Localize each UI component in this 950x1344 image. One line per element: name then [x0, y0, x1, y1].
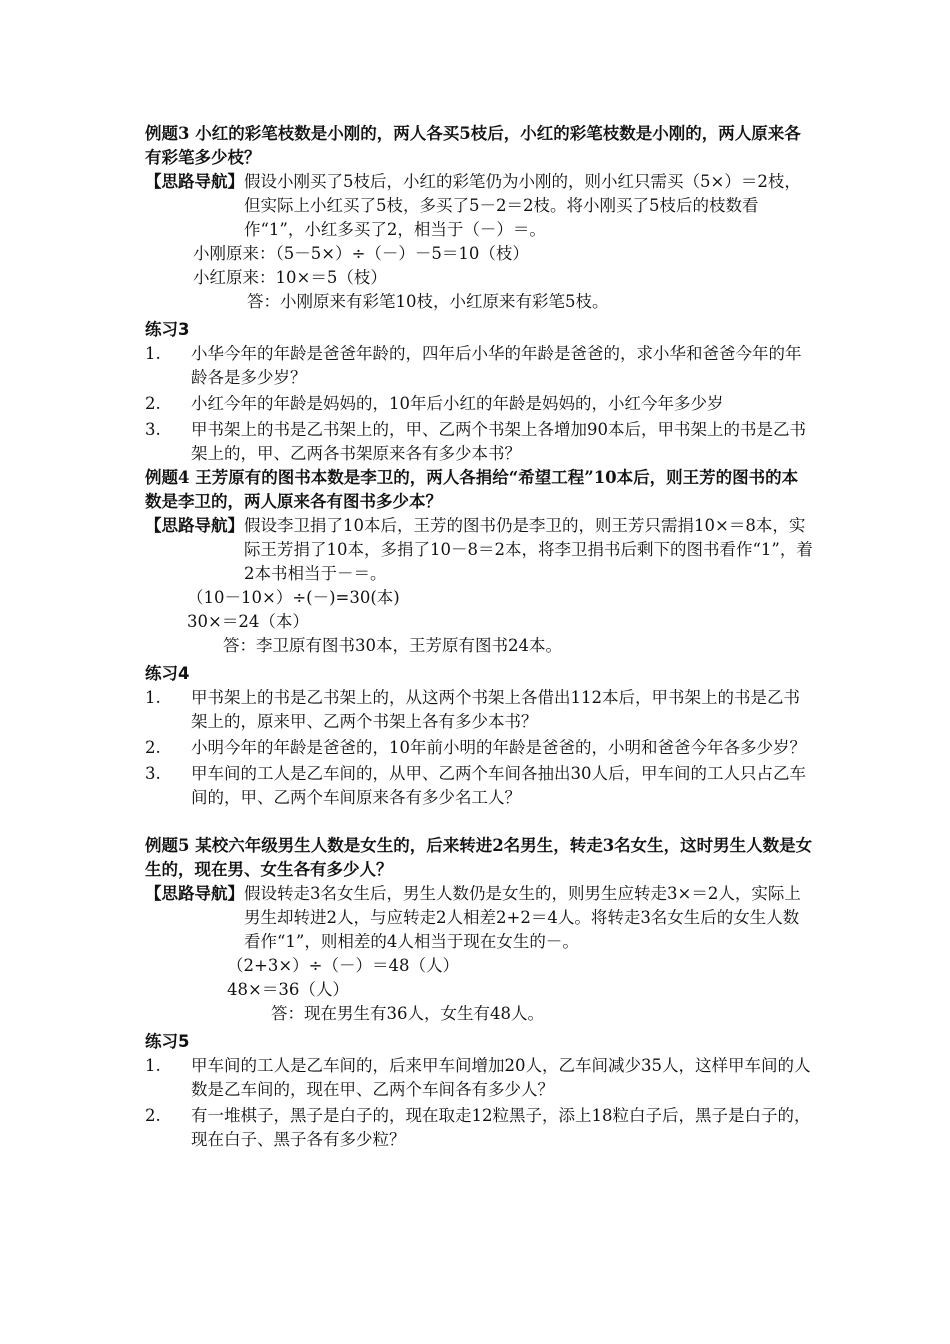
list-item: [145, 1104, 813, 1152]
example-4-calc-2: 30×＝24（本）: [187, 612, 309, 631]
item-text: 小华今年的年龄是爸爸年龄的，四年后小华的年龄是爸爸的，求小华和爸爸今年的年龄各是多少岁？: [191, 344, 802, 387]
spacer: [145, 810, 813, 834]
guide-text: 假设李卫捐了10本后，王芳的图书仍是李卫的，则王芳只需捐10×＝8本，实际王芳捐了10本，多捐了10－8＝2本，将李卫捐书后剩下的图书看作“1”，着2本书相当于－＝。: [244, 516, 813, 583]
item-number: 2.: [145, 394, 161, 413]
item-number: 2.: [145, 738, 161, 757]
practice-3-title: 练习3: [145, 320, 190, 339]
item-text: 小明今年的年龄是爸爸的，10年前小明的年龄是爸爸的，小明和爸爸今年各多少岁？: [191, 738, 806, 757]
example-3-calc-1: 小刚原来：（5－5×）÷（－）－5＝10（枝）: [193, 244, 529, 263]
list-item: [145, 1054, 813, 1102]
example-4-calc-1: （10－10×）÷(－)=30(本): [187, 588, 400, 607]
item-text: 甲书架上的书是乙书架上的，甲、乙两个书架上各增加90本后，甲书架上的书是乙书架上的，甲、乙两各书架原来各有多少本书？: [191, 420, 806, 463]
guide-label: 【思路导航】: [145, 516, 244, 535]
example-3-calc-2: 小红原来：10×＝5（枝）: [193, 268, 387, 287]
example-5-calc-1: （2+3×）÷（－）＝48（人）: [227, 956, 459, 975]
example-3-answer: 答：小刚原来有彩笔10枝，小红原来有彩笔5枝。: [247, 292, 609, 311]
item-text: 甲车间的工人是乙车间的，从甲、乙两个车间各抽出30人后，甲车间的工人只占乙车间的，甲、乙两个车间原来各有多少名工人？: [191, 764, 806, 807]
example-5-guide: [145, 882, 813, 954]
document-page: [145, 122, 813, 1152]
practice-5-title: 练习5: [145, 1032, 190, 1051]
guide-text: 假设转走3名女生后，男生人数仍是女生的，则男生应转走3×＝2人，实际上男生却转进2人，与应转走2人相差2+2＝4人。将转走3名女生后的女生人数看作“1”，则相差的4人相当于现在女生的－。: [244, 884, 801, 951]
item-text: 甲书架上的书是乙书架上的，从这两个书架上各借出112本后，甲书架上的书是乙书架上的，原来甲、乙两个书架上各有多少本书？: [191, 688, 800, 731]
practice-4-title: 练习4: [145, 664, 190, 683]
example-5-answer: 答：现在男生有36人，女生有48人。: [271, 1004, 544, 1023]
list-item: [145, 736, 813, 760]
item-number: 2.: [145, 1106, 161, 1125]
item-text: 有一堆棋子，黑子是白子的，现在取走12粒黑子，添上18粒白子后，黑子是白子的，现在白子、黑子各有多少粒？: [191, 1106, 811, 1149]
list-item: [145, 392, 813, 416]
guide-label: 【思路导航】: [145, 884, 244, 903]
example-4-guide: [145, 514, 813, 586]
example-5-calc-2: 48×＝36（人）: [227, 980, 349, 999]
item-text: 甲车间的工人是乙车间的，后来甲车间增加20人，乙车间减少35人，这样甲车间的人数是乙车间的，现在甲、乙两个车间各有多少人？: [191, 1056, 811, 1099]
item-number: 1.: [145, 688, 161, 707]
example-4-answer: 答：李卫原有图书30本，王芳原有图书24本。: [223, 636, 562, 655]
list-item: [145, 686, 813, 734]
list-item: [145, 418, 813, 466]
item-number: 3.: [145, 420, 161, 439]
item-number: 1.: [145, 344, 161, 363]
guide-label: 【思路导航】: [145, 172, 244, 191]
example-4-title: 例题4 王芳原有的图书本数是李卫的，两人各捐给“希望工程”10本后，则王芳的图书的本数是李卫的，两人原来各有图书多少本？: [145, 468, 799, 511]
item-number: 3.: [145, 764, 161, 783]
example-5-title: 例题5 某校六年级男生人数是女生的，后来转进2名男生，转走3名女生，这时男生人数是女生的，现在男、女生各有多少人？: [145, 836, 813, 879]
example-3-title: 例题3 小红的彩笔枝数是小刚的，两人各买5枝后，小红的彩笔枝数是小刚的，两人原来各有彩笔多少枝？: [145, 124, 801, 167]
list-item: [145, 762, 813, 810]
guide-text: 假设小刚买了5枝后，小红的彩笔仍为小刚的，则小红只需买（5×）＝2枝，但实际上小红买了5枝，多买了5－2＝2枝。将小刚买了5枝后的枝数看作“1”，小红多买了2，相当于（－）＝。: [244, 172, 801, 239]
item-number: 1.: [145, 1056, 161, 1075]
list-item: [145, 342, 813, 390]
item-text: 小红今年的年龄是妈妈的，10年后小红的年龄是妈妈的，小红今年多少岁: [191, 394, 724, 413]
example-3-guide: [145, 170, 813, 242]
